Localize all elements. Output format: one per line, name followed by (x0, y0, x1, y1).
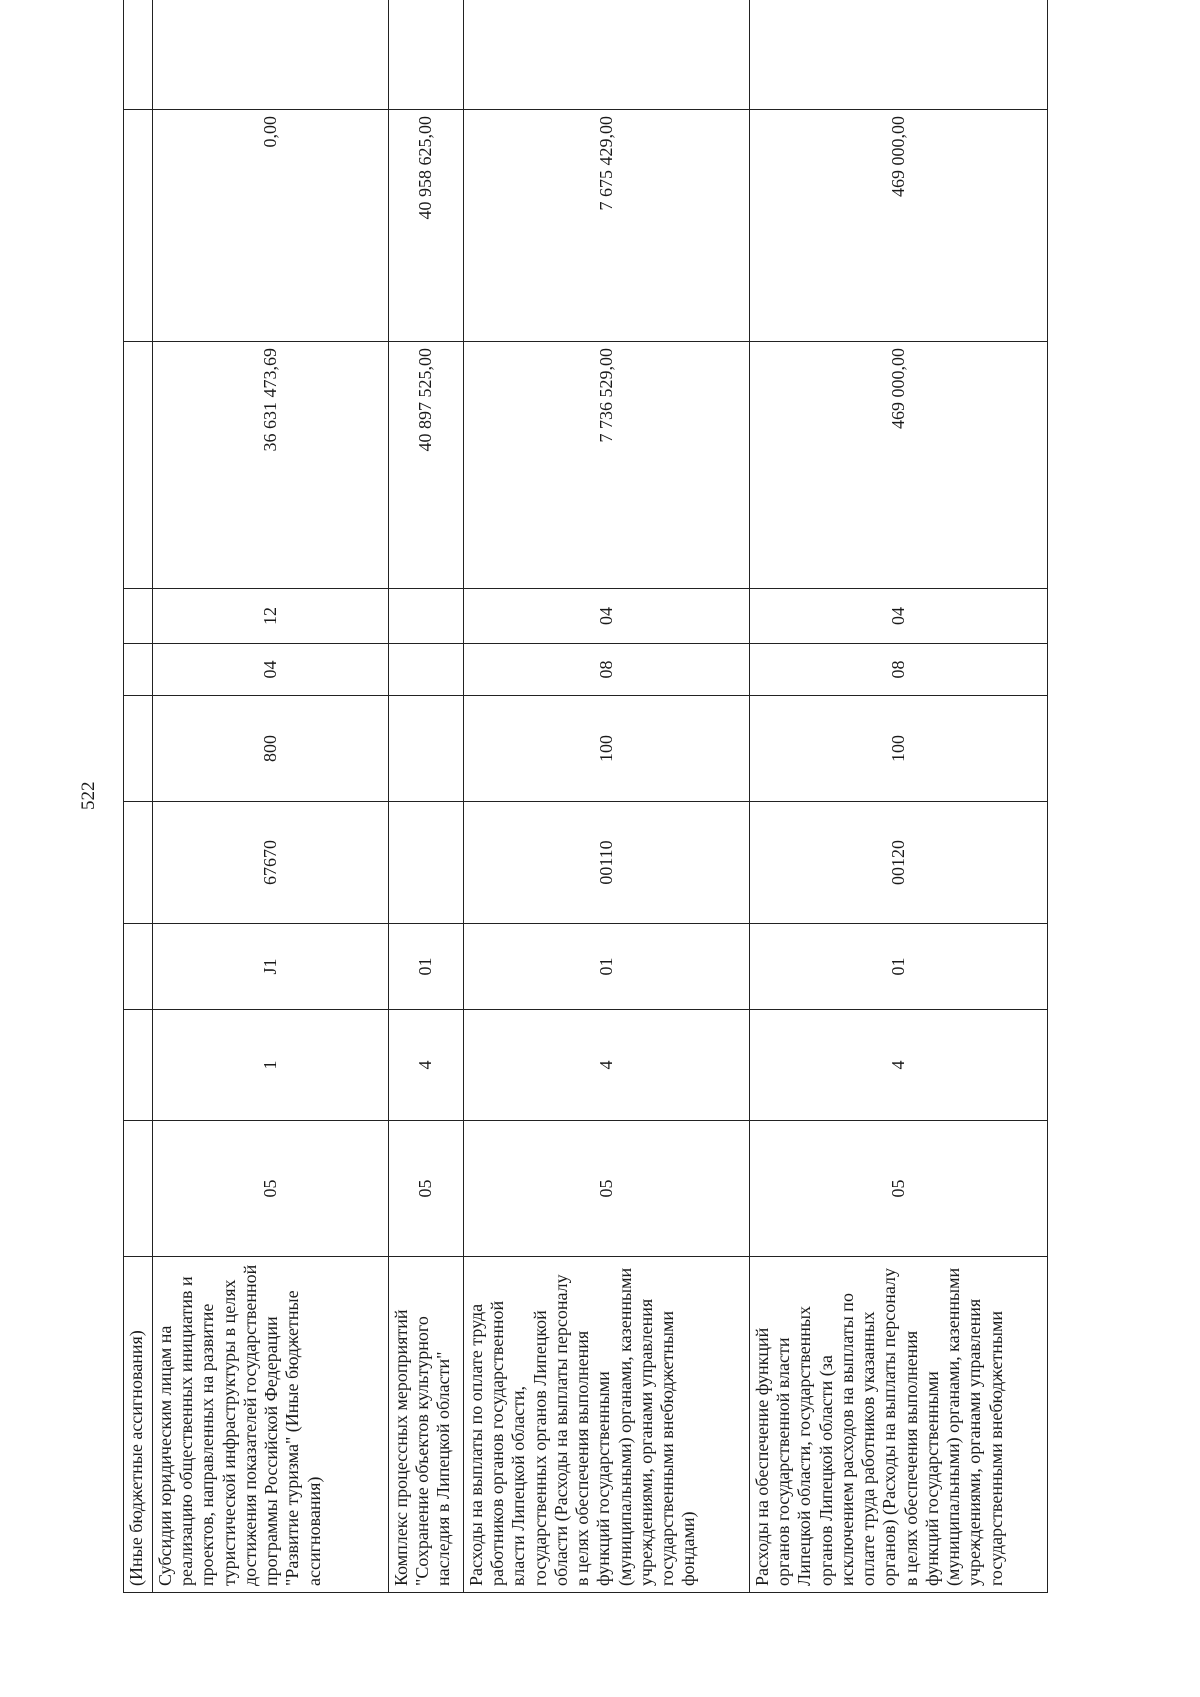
code-cell (389, 589, 464, 644)
amount-cell (389, 0, 464, 110)
table-cell (124, 802, 153, 924)
code-cell: 00110 (464, 802, 750, 924)
budget-table (123, 0, 1048, 1593)
table-row (389, 0, 464, 1593)
table-cell (124, 1010, 153, 1121)
amount-cell: 7 736 529,00 (464, 342, 750, 589)
amount-cell (750, 0, 1048, 110)
table-row (750, 0, 1048, 1593)
code-cell: 05 (464, 1121, 750, 1257)
code-cell: 04 (750, 589, 1048, 644)
table-cell (124, 924, 153, 1010)
code-cell: 100 (464, 696, 750, 802)
code-cell: 100 (750, 696, 1048, 802)
table-row (153, 0, 389, 1593)
table-cell (124, 696, 153, 802)
code-cell: 01 (464, 924, 750, 1010)
code-cell: 01 (750, 924, 1048, 1010)
row-description: Комплекс процессных мероприятий "Сохранение объектов культурного наследия в Липецкой области" (389, 1257, 464, 1593)
row-description: Расходы на выплаты по оплате труда работников органов государственной власти Липецкой области, государственных органов Липецкой области (Расходы на выплаты персоналу в целях обеспечения выполнения функций государственными (муниципальными) органами, казенными учреждениями, органами управления государственными внебюджетными фондами) (464, 1257, 750, 1593)
code-cell: 1 (153, 1010, 389, 1121)
code-cell: 05 (153, 1121, 389, 1257)
row-label: (Иные бюджетные ассигнования) (124, 1257, 153, 1593)
table-cell (124, 0, 153, 110)
amount-cell: 0,00 (153, 110, 389, 342)
table-cell (124, 1121, 153, 1257)
table-row (464, 0, 750, 1593)
table-cell (124, 342, 153, 589)
code-cell: J1 (153, 924, 389, 1010)
code-cell: 800 (153, 696, 389, 802)
amount-cell: 36 631 473,69 (153, 342, 389, 589)
amount-cell: 40 958 625,00 (389, 110, 464, 342)
code-cell (389, 802, 464, 924)
amount-cell: 469 000,00 (750, 342, 1048, 589)
code-cell (389, 644, 464, 696)
code-cell: 12 (153, 589, 389, 644)
amount-cell (153, 0, 389, 110)
code-cell: 08 (750, 644, 1048, 696)
amount-cell (464, 0, 750, 110)
code-cell: 05 (389, 1121, 464, 1257)
code-cell: 05 (750, 1121, 1048, 1257)
code-cell: 04 (153, 644, 389, 696)
code-cell: 4 (389, 1010, 464, 1121)
code-cell: 4 (750, 1010, 1048, 1121)
code-cell: 67670 (153, 802, 389, 924)
table-cell (124, 644, 153, 696)
row-description: Субсидии юридическим лицам на реализацию общественных инициатив и проектов, направленных на развитие туристической инфраструктуры в целях достижения показателей государственной программы Российской Федерации "Развитие туризма" (Иные бюджетные ассигнования) (153, 1257, 389, 1593)
code-cell: 4 (464, 1010, 750, 1121)
code-cell (389, 696, 464, 802)
row-description: Расходы на обеспечение функций органов государственной власти Липецкой области, государственных органов Липецкой области (за исключением расходов на выплаты по оплате труда работников указанных органов) (Расходы на выплаты персоналу в целях обеспечения выполнения функций государственными (муниципальными) органами, казенными учреждениями, органами управления государственными внебюджетными (750, 1257, 1048, 1593)
code-cell: 00120 (750, 802, 1048, 924)
table-cell (124, 589, 153, 644)
amount-cell: 40 897 525,00 (389, 342, 464, 589)
code-cell: 01 (389, 924, 464, 1010)
amount-cell: 469 000,00 (750, 110, 1048, 342)
budget-sheet (123, 51, 1047, 1593)
table-cell (124, 110, 153, 342)
table-row (124, 0, 153, 1593)
code-cell: 08 (464, 644, 750, 696)
page-number: 522 (78, 781, 99, 810)
code-cell: 04 (464, 589, 750, 644)
amount-cell: 7 675 429,00 (464, 110, 750, 342)
